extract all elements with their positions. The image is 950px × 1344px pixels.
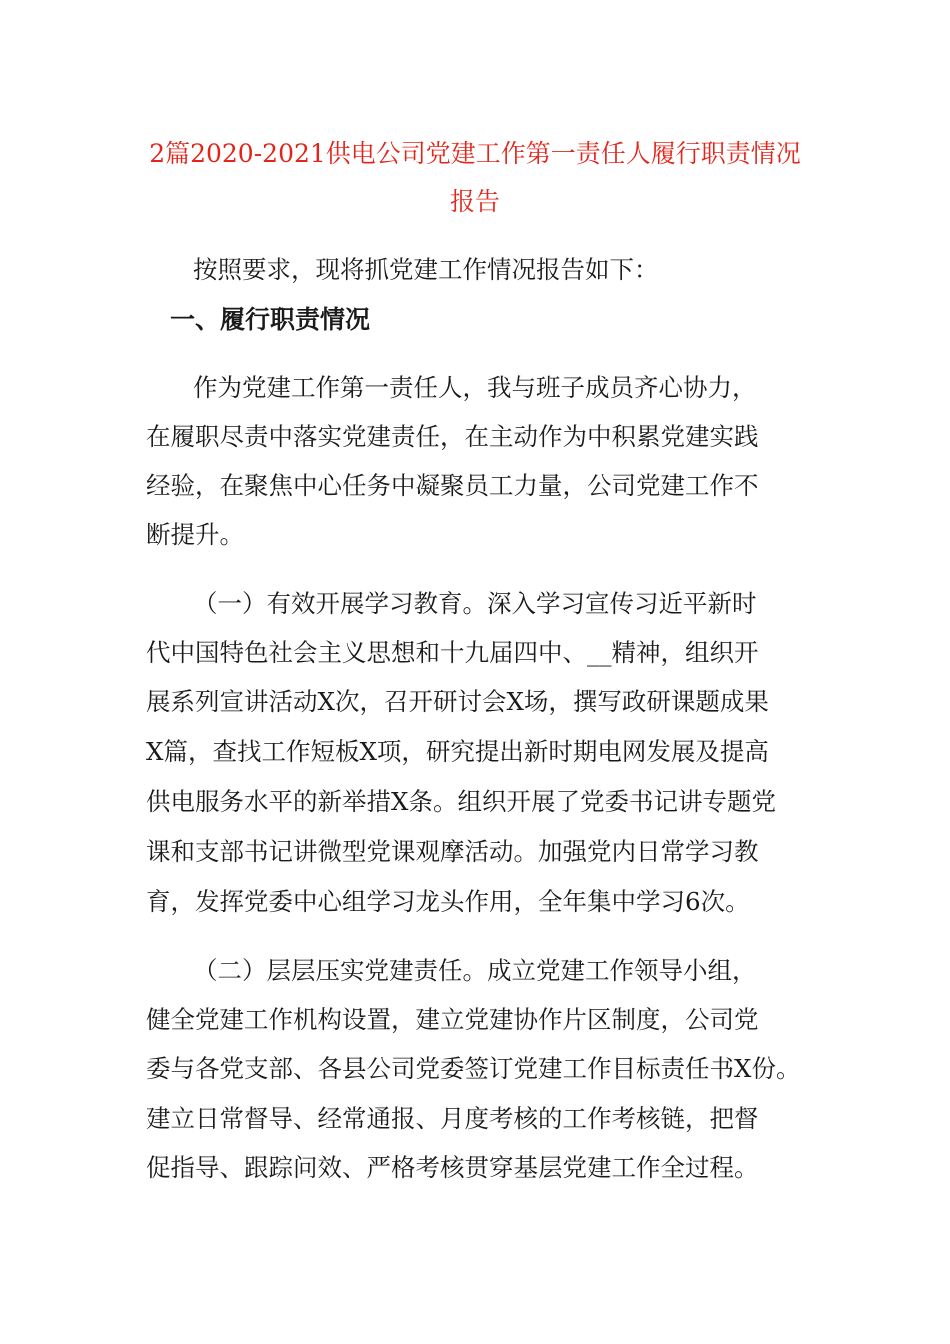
paragraph-1-line: 作为党建工作第一责任人，我与班子成员齐心协力， bbox=[193, 373, 757, 402]
paragraph-1-line: 在履职尽责中落实党建责任，在主动作为中积累党建实践 bbox=[146, 422, 759, 451]
document-title-line-2: 报告 bbox=[449, 187, 500, 216]
paragraph-3-line: 健全党建工作机构设置，建立党建协作片区制度，公司党 bbox=[146, 1005, 759, 1034]
paragraph-2-line: 育，发挥党委中心组学习龙头作用，全年集中学习6次。 bbox=[146, 887, 750, 916]
paragraph-2-line: 代中国特色社会主义思想和十九届四中、__精神，组织开 bbox=[146, 638, 759, 667]
paragraph-2-line: （一）有效开展学习教育。深入学习宣传习近平新时 bbox=[193, 589, 757, 618]
paragraph-3-line: 委与各党支部、各县公司党委签订党建工作目标责任书X份。 bbox=[146, 1054, 801, 1083]
paragraph-2-line: 课和支部书记讲微型党课观摩活动。加强党内日常学习教 bbox=[146, 837, 759, 866]
intro-paragraph: 按照要求，现将抓党建工作情况报告如下： bbox=[193, 255, 659, 284]
paragraph-3-line: 建立日常督导、经常通报、月度考核的工作考核链，把督 bbox=[146, 1104, 759, 1133]
paragraph-2-line: X篇，查找工作短板X项，研究提出新时期电网发展及提高 bbox=[146, 737, 769, 766]
paragraph-1-line: 经验，在聚焦中心任务中凝聚员工力量，公司党建工作不 bbox=[146, 471, 759, 500]
paragraph-2-line: 展系列宣讲活动X次，召开研讨会X场，撰写政研课题成果 bbox=[146, 687, 769, 716]
document-title-line-1: 2篇2020-2021供电公司党建工作第一责任人履行职责情况 bbox=[149, 139, 801, 168]
paragraph-2-line: 供电服务水平的新举措X条。组织开展了党委书记讲专题党 bbox=[146, 787, 776, 816]
paragraph-1-line: 断提升。 bbox=[146, 520, 244, 549]
paragraph-3-line: （二）层层压实党建责任。成立党建工作领导小组， bbox=[193, 956, 757, 985]
paragraph-3-line: 促指导、跟踪问效、严格考核贯穿基层党建工作全过程。 bbox=[146, 1153, 759, 1182]
section-heading-1: 一、履行职责情况 bbox=[170, 305, 371, 334]
